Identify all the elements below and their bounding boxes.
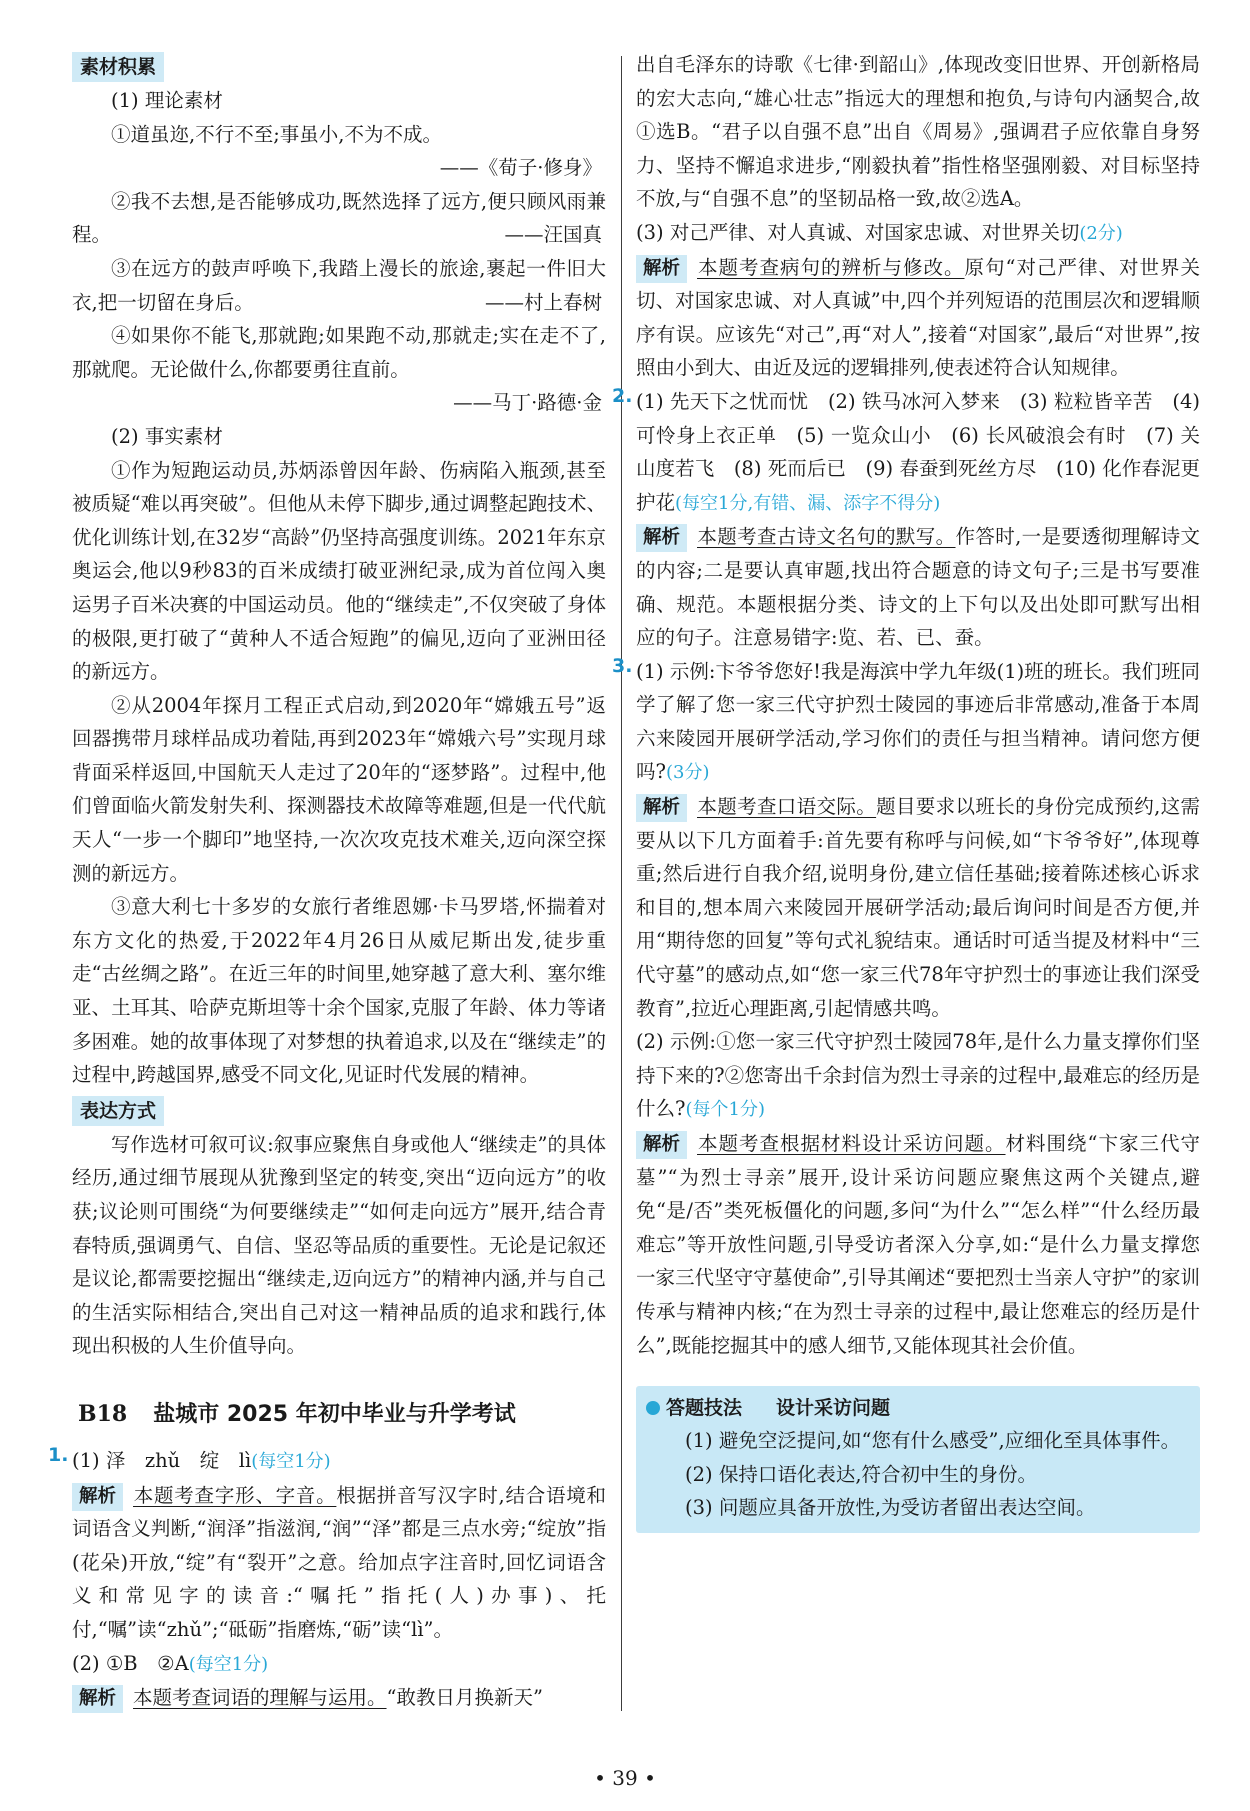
quote-4-source: ——马丁·路德·金 <box>453 391 602 415</box>
tip-title: 设计采访问题 <box>776 1397 891 1420</box>
quote-2: ②我不去想,是否能够成功,既然选择了远方,便只顾风雨兼程。 <box>72 189 606 247</box>
fact-2: ②从2004年探月工程正式启动,到2020年“嫦娥五号”返回器携带月球样品成功着陆,再到2023年“嫦娥六号”实现月球背面采样返回,中国航天人走过了20年的“逐梦路”。过程中,他们曾面临火箭发射失利、探测器技术故障等难题,但是一代代航天人“一步一个脚印”地坚持,一次次攻克技术难关,迈向深空探测的新远方。 <box>72 693 606 885</box>
continued-text: 出自毛泽东的诗歌《七律·到韶山》,体现改变旧世界、开创新格局的宏大志向,“雄心壮志”指远大的理想和抱负,与诗句内涵契合,故①选B。“君子以自强不息”出自《周易》,强调君子应依靠自身努力、坚持不懈追求进步,“刚毅执着”指性格坚强刚毅、对目标坚持不放,与“自强不息”的坚韧品格一致,故②选A。 <box>636 53 1200 211</box>
answer-2-score: (每空1分,有错、漏、添字不得分) <box>675 492 941 514</box>
analysis-label: 解析 <box>636 1131 687 1159</box>
analysis-label: 解析 <box>72 1685 123 1713</box>
section-name: 盐城市 2025 年初中毕业与升学考试 <box>153 1401 516 1427</box>
quote-3-source: ——村上春树 <box>484 290 602 314</box>
answer-3-1: (1) 示例:卞爷爷您好!我是海滨中学九年级(1)班的班长。我们班同学了解了您一家三代守护烈士陵园的事迹后非常感动,准备于本周六来陵园开展研学活动,学习你们的责任与担当精神。请问您方便吗? <box>636 659 1200 784</box>
analysis-topic: 本题考查病句的辨析与修改。 <box>697 255 965 279</box>
tip-box <box>636 1386 1200 1533</box>
analysis-text: 原句“对己严律、对世界关切、对国家忠诚、对人真诚”中,四个并列短语的范围层次和逻辑顺序有误。应该先“对己”,再“对人”,接着“对国家”,最后“对世界”,按照由小到大、由近及远的逻辑排列,使表述符合认知规律。 <box>636 255 1200 380</box>
fact-label: (2) 事实素材 <box>111 424 223 448</box>
answer-1-1-score: (每空1分) <box>251 1450 331 1472</box>
tip-item-2: (2) 保持口语化表达,符合初中生的身份。 <box>685 1462 1038 1486</box>
answer-1-2: (2) ①B ②A <box>72 1651 189 1675</box>
answer-3 <box>612 654 1200 1362</box>
tip-header <box>646 1392 1190 1424</box>
quote-4: ④如果你不能飞,那就跑;如果跑不动,那就走;实在走不了,那就爬。无论做什么,你都要勇往直前。 <box>72 324 606 381</box>
answer-3-number: 3. <box>612 654 633 677</box>
theory-label: (1) 理论素材 <box>111 89 223 112</box>
answer-3-2: (2) 示例:①您一家三代守护烈士陵园78年,是什么力量支撑你们坚持下来的?②您寄出千余封信为烈士寻亲的过程中,最难忘的经历是什么? <box>636 1030 1200 1121</box>
section-code: B18 <box>78 1400 128 1427</box>
column-divider <box>621 56 622 1711</box>
analysis-label: 解析 <box>636 255 687 283</box>
left-column <box>48 48 606 1715</box>
analysis-topic: 本题考查古诗文名句的默写。 <box>697 525 956 549</box>
page-number: • 39 • <box>594 1766 656 1790</box>
section-title <box>78 1397 606 1432</box>
lightbulb-icon <box>646 1401 660 1415</box>
answer-1-number: 1. <box>48 1443 69 1466</box>
answer-3-1-score: (3分) <box>665 762 710 784</box>
analysis-text: “敢教日月换新天” <box>386 1686 543 1710</box>
tip-item-1: (1) 避免空泛提问,如“您有什么感受”,应细化至具体事件。 <box>685 1429 1181 1453</box>
analysis-label: 解析 <box>636 524 687 552</box>
quote-1-source: ——《荀子·修身》 <box>439 156 602 180</box>
analysis-text: 作答时,一是要透彻理解诗文的内容;二是要认真审题,找出符合题意的诗文句子;三是书写要准确、规范。本题根据分类、诗文的上下句以及出处即可默写出相应的句子。注意易错字:览、若、已、蚕。 <box>636 525 1200 650</box>
answer-2-number: 2. <box>612 384 633 407</box>
heading-expression: 表达方式 <box>72 1096 164 1126</box>
quote-2-source: ——汪国真 <box>504 223 602 247</box>
analysis-topic: 本题考查根据材料设计采访问题。 <box>697 1132 1006 1155</box>
analysis-topic: 本题考查口语交际。 <box>697 795 877 819</box>
answer-3-2-score: (每个1分) <box>685 1099 765 1121</box>
expression-text: 写作选材可叙可议:叙事应聚焦自身或他人“继续走”的具体经历,通过细节展现从犹豫到坚定的转变,突出“迈向远方”的收获;议论则可围绕“为何要继续走”“如何走向远方”展开,结合青春特质,强调勇气、自信、坚忍等品质的重要性。无论是记叙还是议论,都需要挖掘出“继续走,迈向远方”的精神内涵,并与自己的生活实际相结合,突出自己对这一精神品质的追求和践行,体现出积极的人生价值导向。 <box>72 1132 606 1358</box>
analysis-text: 题目要求以班长的身份完成预约,这需要从以下几方面着手:首先要有称呼与问候,如“卞爷爷好”,体现尊重;然后进行自我介绍,说明身份,建立信任基础;接着陈述核心诉求和目的,想本周六来陵园开展研学活动;最后询问时间是否方便,并用“期待您的回复”等句式礼貌结束。通话时可适当提及材料中“三代守墓”的感动点,如“您一家三代78年守护烈士的事迹让我们深受教育”,拉近心理距离,引起情感共鸣。 <box>636 795 1200 1020</box>
answer-1-3-score: (2分) <box>1079 222 1123 244</box>
answer-1-3: (3) 对己严律、对人真诚、对国家忠诚、对世界关切 <box>636 220 1080 244</box>
quote-1: ①道虽迩,不行不至;事虽小,不为不成。 <box>111 122 442 146</box>
right-column <box>612 48 1200 1533</box>
fact-3: ③意大利七十多岁的女旅行者维恩娜·卡马罗塔,怀揣着对东方文化的热爱,于2022年4月26日从威尼斯出发,徒步重走“古丝绸之路”。在近三年的时间里,她穿越了意大利、塞尔维亚、土耳其、哈萨克斯坦等十余个国家,克服了年龄、体力等诸多困难。她的故事体现了对梦想的执着追求,以及在“继续走”的过程中,跨越国界,感受不同文化,见证时代发展的精神。 <box>72 895 606 1087</box>
answer-1-2-score: (每空1分) <box>188 1653 269 1675</box>
analysis-text: 材料围绕“卞家三代守墓”“为烈士寻亲”展开,设计采访问题应聚焦这两个关键点,避免“是/否”类死板僵化的问题,多问“为什么”“怎么样”“什么经历最难忘”等开放性问题,引导受访者深入分享,如:“是什么力量支撑您一家三代坚守守墓使命”,引导其阐述“要把烈士当亲人守护”的家训传承与精神内核;“在为烈士寻亲的过程中,最让您难忘的经历是什么”,既能挖掘其中的感人细节,又能体现其社会价值。 <box>636 1132 1200 1357</box>
answer-2 <box>612 384 1200 655</box>
analysis-topic: 本题考查字形、字音。 <box>133 1483 337 1507</box>
analysis-label: 解析 <box>72 1483 123 1511</box>
answer-1-1: (1) 泽 zhǔ 绽 lì <box>72 1448 252 1472</box>
analysis-label: 解析 <box>636 794 687 822</box>
tip-label: 答题技法 <box>666 1397 743 1420</box>
quote-3: ③在远方的鼓声呼唤下,我踏上漫长的旅途,裹起一件旧大衣,把一切留在身后。 <box>72 256 606 314</box>
answer-2-text: (1) 先天下之忧而忧 (2) 铁马冰河入梦来 (3) 粒粒皆辛苦 (4) 可怜身上衣正单 (5) 一览众山小 (6) 长风破浪会有时 (7) 关山度若飞 (8) 死而后已 (9) 春蚕到死丝方尽 (10) 化作春泥更护花 <box>636 389 1200 514</box>
tip-item-3: (3) 问题应具备开放性,为受访者留出表达空间。 <box>685 1496 1096 1520</box>
heading-material: 素材积累 <box>72 52 164 82</box>
answer-1 <box>48 1443 606 1715</box>
fact-1: ①作为短跑运动员,苏炳添曾因年龄、伤病陷入瓶颈,甚至被质疑“难以再突破”。但他从未停下脚步,通过调整起跑技术、优化训练计划,在32岁“高龄”仍坚持高强度训练。2021年东京奥运会,他以9秒83的百米成绩打破亚洲纪录,成为首位闯入奥运男子百米决赛的中国运动员。他的“继续走”,不仅突破了身体的极限,更打破了“黄种人不适合短跑”的偏见,迈向了亚洲田径的新远方。 <box>72 458 606 684</box>
analysis-topic: 本题考查词语的理解与运用。 <box>133 1686 387 1710</box>
analysis-text: 根据拼音写汉字时,结合语境和词语含义判断,“润泽”指滋润,“润”“泽”都是三点水旁;“绽放”指(花朵)开放,“绽”有“裂开”之意。给加点字注音时,回忆词语含义和常见字的读音:“嘱托”指托(人)办事)、托付,“嘱”读“zhǔ”;“砥砺”指磨炼,“砺”读“lì”。 <box>72 1483 606 1641</box>
